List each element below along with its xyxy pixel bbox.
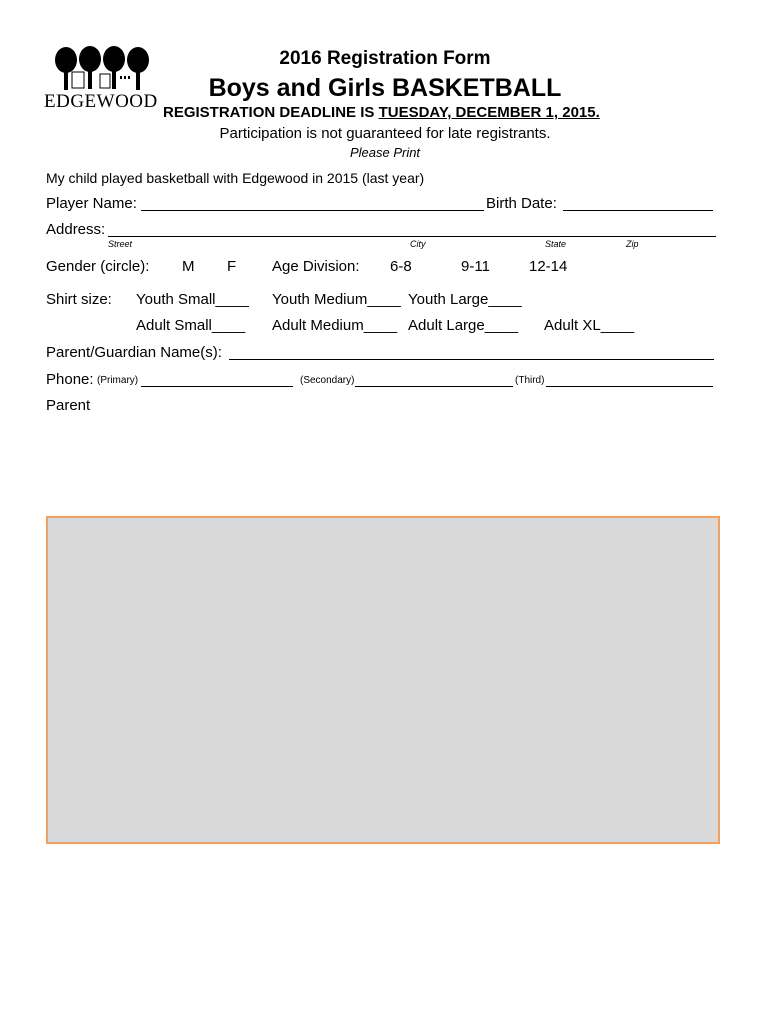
main-title: Boys and Girls BASKETBALL xyxy=(208,74,562,102)
age-option-6-8[interactable]: 6-8 xyxy=(390,258,412,275)
phone-primary-field[interactable] xyxy=(141,386,293,387)
gender-option-f[interactable]: F xyxy=(227,258,237,275)
birth-date-field[interactable] xyxy=(563,210,713,211)
late-registration-note: Participation is not guaranteed for late registrants. xyxy=(219,125,551,142)
address-label: Address: xyxy=(46,221,106,238)
phone-secondary-field[interactable] xyxy=(355,386,513,387)
phone-primary-label: (Primary) xyxy=(97,375,139,386)
shirt-adult-medium[interactable]: Adult Medium____ xyxy=(272,317,398,334)
shirt-youth-small[interactable]: Youth Small____ xyxy=(136,291,249,308)
parent-label: Parent xyxy=(46,397,91,414)
shirt-youth-medium[interactable]: Youth Medium____ xyxy=(272,291,401,308)
played-last-year-text: My child played basketball with Edgewood in 2015 (last year) xyxy=(46,170,425,186)
parent-guardian-label: Parent/Guardian Name(s): xyxy=(46,344,222,361)
phone-secondary-label: (Secondary) xyxy=(300,375,355,386)
shirt-adult-xl[interactable]: Adult XL____ xyxy=(544,317,635,334)
player-name-label: Player Name: xyxy=(46,195,137,212)
age-division-label: Age Division: xyxy=(272,258,360,275)
phone-label: Phone: xyxy=(46,371,94,388)
registration-deadline xyxy=(163,104,600,121)
form-year-title: 2016 Registration Form xyxy=(279,48,491,69)
shirt-adult-small[interactable]: Adult Small____ xyxy=(136,317,246,334)
gray-content-box xyxy=(46,516,720,844)
shirt-adult-large[interactable]: Adult Large____ xyxy=(408,317,519,334)
please-print-note: Please Print xyxy=(349,145,421,160)
gender-label: Gender (circle): xyxy=(46,258,150,275)
edgewood-logo-text: EDGEWOOD xyxy=(44,91,158,112)
parent-guardian-field[interactable] xyxy=(229,359,714,360)
birth-date-label: Birth Date: xyxy=(486,195,557,212)
address-city-caption: City xyxy=(410,239,426,249)
address-field[interactable] xyxy=(108,236,716,237)
phone-third-label: (Third) xyxy=(515,375,545,386)
address-state-caption: State xyxy=(545,239,567,249)
address-street-caption: Street xyxy=(108,239,133,249)
player-name-field[interactable] xyxy=(141,210,484,211)
deadline-prefix: REGISTRATION DEADLINE IS xyxy=(163,104,379,121)
shirt-size-label: Shirt size: xyxy=(46,291,112,308)
age-option-12-14[interactable]: 12-14 xyxy=(529,258,568,275)
age-option-9-11[interactable]: 9-11 xyxy=(461,258,490,275)
address-zip-caption: Zip xyxy=(626,239,639,249)
phone-third-field[interactable] xyxy=(546,386,713,387)
deadline-date: TUESDAY, DECEMBER 1, 2015. xyxy=(378,104,600,121)
shirt-youth-large[interactable]: Youth Large____ xyxy=(408,291,522,308)
gender-option-m[interactable]: M xyxy=(182,258,195,275)
